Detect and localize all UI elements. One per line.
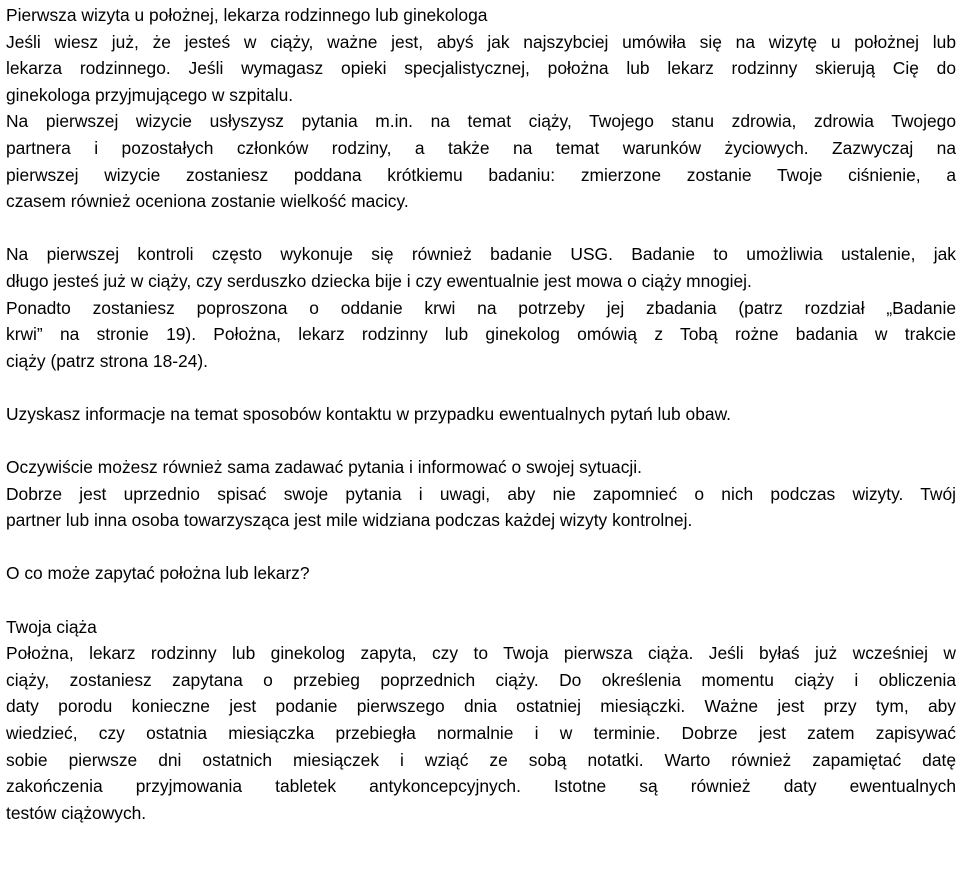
paragraph: [6, 454, 956, 534]
text-line: długo jesteś już w ciąży, czy serduszko dziecka bije i czy ewentualnie jest mowa o ciąży mnogiej.: [6, 270, 752, 291]
text-line: wiedzieć, czy ostatnia miesiączka przebiegła normalnie i w terminie. Dobrze jest zatem zapisywać: [6, 723, 956, 744]
text-line: Na pierwszej kontroli często wykonuje się również badanie USG. Badanie to umożliwia ustalenie, jak: [6, 244, 956, 265]
paragraph-spacer: [6, 374, 956, 401]
paragraph-spacer: [6, 587, 956, 614]
paragraph: [6, 29, 956, 215]
paragraph: [6, 401, 956, 428]
text-line: sobie pierwsze dni ostatnich miesiączek i wziąć ze sobą notatki. Warto również zapamiętać datę: [6, 749, 956, 770]
text-line: ciąży, zostaniesz zapytana o przebieg poprzednich ciąży. Do określenia momentu ciąży i obliczenia: [6, 669, 956, 690]
text-line: Jeśli wiesz już, że jesteś w ciąży, ważne jest, abyś jak najszybciej umówiła się na wizytę u położnej lub: [6, 31, 956, 52]
text-line: Położna, lekarz rodzinny lub ginekolog zapyta, czy to Twoja pierwsza ciąża. Jeśli byłaś już wcześniej w: [6, 643, 956, 664]
paragraph: [6, 2, 956, 29]
text-line: ciąży (patrz strona 18-24).: [6, 350, 209, 371]
text-line: partnera i pozostałych członków rodziny, a także na temat warunków życiowych. Zazwyczaj na: [6, 137, 956, 158]
text-line: krwi” na stronie 19). Położna, lekarz rodzinny lub ginekolog omówią z Tobą rożne badania w trakcie: [6, 324, 956, 345]
paragraph: [6, 614, 956, 827]
text-line: pierwszej wizycie zostaniesz poddana krótkiemu badaniu: zmierzone zostanie Twoje ciśnienie, a: [6, 164, 956, 185]
text-line: Twoja ciąża: [6, 616, 97, 637]
text-line: czasem również oceniona zostanie wielkość macicy.: [6, 191, 409, 212]
paragraph-spacer: [6, 534, 956, 561]
paragraph-spacer: [6, 215, 956, 242]
text-line: testów ciążowych.: [6, 802, 147, 823]
text-line: lekarza rodzinnego. Jeśli wymagasz opieki specjalistycznej, położna lub lekarz rodzinny skierują Cię do: [6, 58, 956, 79]
text-line: ginekologa przyjmującego w szpitalu.: [6, 84, 294, 105]
text-line: Na pierwszej wizycie usłyszysz pytania m.in. na temat ciąży, Twojego stanu zdrowia, zdrowia Twojego: [6, 111, 956, 132]
text-line: Pierwsza wizyta u położnej, lekarza rodzinnego lub ginekologa: [6, 5, 488, 25]
paragraph: [6, 241, 956, 374]
text-line: daty porodu konieczne jest podanie pierwszego dnia ostatniej miesiączki. Ważne jest przy tym, aby: [6, 696, 956, 717]
paragraph-spacer: [6, 428, 956, 455]
text-line: zakończenia przyjmowania tabletek antykoncepcyjnych. Istotne są również daty ewentualnych: [6, 776, 956, 797]
paragraph: [6, 560, 956, 587]
text-line: partner lub inna osoba towarzysząca jest mile widziana podczas każdej wizyty kontrolnej.: [6, 510, 693, 531]
text-line: Dobrze jest uprzednio spisać swoje pytania i uwagi, aby nie zapomnieć o nich podczas wizyty. Twój: [6, 483, 956, 504]
text-line: O co może zapytać położna lub lekarz?: [6, 563, 310, 584]
text-line: Ponadto zostaniesz poproszona o oddanie krwi na potrzeby jej zbadania (patrz rozdział „Badanie: [6, 297, 956, 318]
text-line: Uzyskasz informacje na temat sposobów kontaktu w przypadku ewentualnych pytań lub obaw.: [6, 403, 731, 424]
text-line: Oczywiście możesz również sama zadawać pytania i informować o swojej sytuacji.: [6, 457, 642, 478]
